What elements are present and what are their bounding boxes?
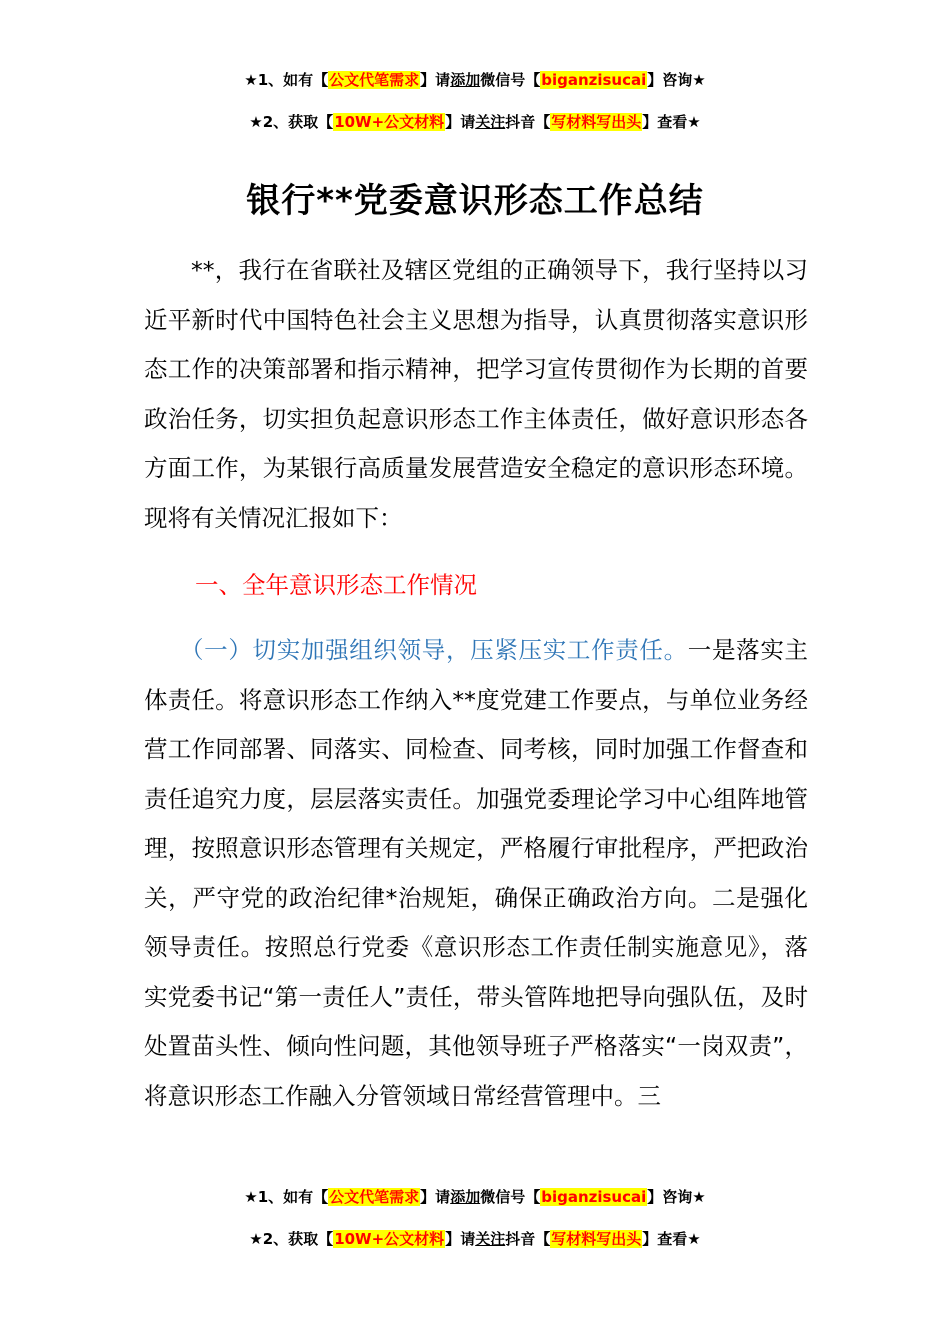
promo-text: 微信号【 [480, 1188, 541, 1206]
promo-underlined: 关注 [475, 113, 506, 131]
subsection-body: 一是落实主体责任。将意识形态工作纳入**度党建工作要点，与单位业务经营工作同部署、同落实、同检查、同考核，同时加强工作督查和责任追究力度，层层落实责任。加强党委理论学习中心组阵地管理，按照意识形态管理有关规定，严格履行审批程序，严把政治关，严守党的政治纪律*治规矩，确保正确政治方向。二是强化领导责任。按照总行党委《意识形态工作责任制实施意见》，落实党委书记“第一责任人”责任，带头管阵地把导向强队伍，及时处置苗头性、倾向性问题，其他领导班子严格落实“一岗双责”，将意识形态工作融入分管领域日常经营管理中。三 [144, 636, 809, 1110]
promo-text: ★2、获取【 [249, 1230, 334, 1248]
header-promo-line-2 [0, 110, 950, 134]
footer-promo-line-1 [0, 1185, 950, 1209]
promo-text: 】请 [445, 113, 476, 131]
promo-text: 抖音【 [505, 1230, 551, 1248]
promo-text: 】查看★ [642, 113, 701, 131]
promo-highlight: 公文代笔需求 [329, 1188, 420, 1206]
promo-text: 】请 [420, 1188, 451, 1206]
promo-text: 】请 [445, 1230, 476, 1248]
promo-highlight: 写材料写出头 [551, 1230, 642, 1248]
promo-highlight: 10W+公文材料 [334, 113, 445, 131]
promo-text: 】请 [420, 71, 451, 89]
promo-underlined: 关注 [475, 1230, 506, 1248]
header-promo-line-1 [0, 68, 950, 92]
promo-underlined: 添加 [450, 1188, 481, 1206]
promo-text: ★1、如有【 [244, 71, 329, 89]
promo-highlight: 写材料写出头 [551, 113, 642, 131]
promo-text: 】查看★ [642, 1230, 701, 1248]
footer-promo-line-2 [0, 1227, 950, 1251]
promo-text: 】咨询★ [647, 1188, 706, 1206]
promo-text: ★1、如有【 [244, 1188, 329, 1206]
promo-text: 抖音【 [505, 113, 551, 131]
promo-highlight: 10W+公文材料 [334, 1230, 445, 1248]
subsection-paragraph [144, 626, 808, 1121]
document-title: 银行**党委意识形态工作总结 [246, 181, 704, 221]
section-heading: 一、全年意识形态工作情况 [195, 571, 477, 599]
promo-text: 微信号【 [480, 71, 541, 89]
subsection-heading: （一）切实加强组织领导，压紧压实工作责任。 [180, 636, 688, 664]
promo-underlined: 添加 [450, 71, 481, 89]
promo-text: ★2、获取【 [249, 113, 334, 131]
promo-text: 】咨询★ [647, 71, 706, 89]
promo-wechat-id: biganzisucai [541, 1188, 647, 1206]
promo-highlight: 公文代笔需求 [329, 71, 420, 89]
intro-paragraph: **，我行在省联社及辖区党组的正确领导下，我行坚持以习近平新时代中国特色社会主义思想为指导，认真贯彻落实意识形态工作的决策部署和指示精神，把学习宣传贯彻作为长期的首要政治任务，切实担负起意识形态工作主体责任，做好意识形态各方面工作，为某银行高质量发展营造安全稳定的意识形态环境。现将有关情况汇报如下： [144, 256, 808, 532]
promo-wechat-id: biganzisucai [541, 71, 647, 89]
